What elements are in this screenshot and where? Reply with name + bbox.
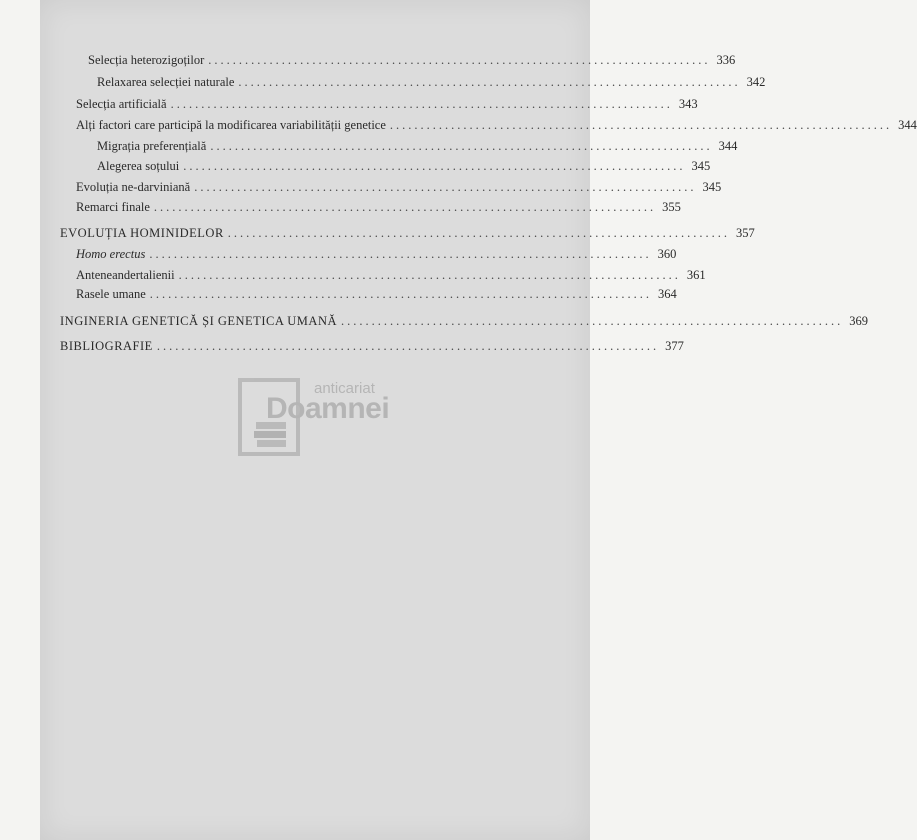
toc-leader-dots: ..................................................................................: [153, 200, 657, 214]
toc-entry-title: Homo erectus: [76, 247, 146, 261]
toc-entry-page: 360: [657, 247, 677, 261]
toc-leader-dots: ..................................................................................: [183, 159, 686, 173]
toc-entry-page: 345: [691, 159, 711, 173]
toc-entry-page: 369: [849, 314, 869, 328]
toc-entry: [76, 116, 917, 134]
toc-entry-page: 336: [716, 53, 736, 67]
toc-entry-page: 344: [898, 118, 917, 132]
toc-entry-title: Migrația preferențială: [97, 139, 207, 153]
toc-entry: [76, 266, 706, 284]
toc-entry-title: EVOLUȚIA HOMINIDELOR: [60, 226, 224, 240]
toc-leader-dots: ..................................................................................: [194, 180, 697, 194]
toc-leader-dots: ..................................................................................: [178, 268, 681, 282]
toc-entry-page: 361: [686, 268, 706, 282]
toc-entry-title: Remarci finale: [76, 200, 150, 214]
toc-chapter-entry: [60, 224, 755, 242]
toc-chapter-entry: [60, 337, 684, 355]
toc-leader-dots: ..................................................................................: [238, 75, 741, 89]
toc-leader-dots: ..................................................................................: [227, 226, 731, 240]
toc-leader-dots: ..................................................................................: [156, 339, 660, 353]
toc-entry-title: Selecția heterozigoților: [88, 53, 205, 67]
toc-entry-title: Rasele umane: [76, 287, 146, 301]
toc-entry: [76, 285, 677, 303]
toc-leader-dots: ..................................................................................: [149, 287, 653, 301]
watermark-logo: [238, 378, 498, 460]
toc-leader-dots: ..................................................................................: [170, 97, 673, 111]
toc-entry-page: 343: [678, 97, 698, 111]
toc-entry-title: Selecția artificială: [76, 97, 167, 111]
toc-entry-page: 364: [658, 287, 677, 301]
book-page: [40, 0, 917, 840]
toc-entry: [97, 157, 711, 175]
toc-entry-title: Evoluția ne-darviniană: [76, 180, 191, 194]
toc-leader-dots: ..................................................................................: [149, 247, 652, 261]
toc-entry-page: 345: [702, 180, 722, 194]
toc-entry: [76, 198, 681, 216]
toc-entry-page: 357: [736, 226, 755, 240]
toc-entry-page: 342: [746, 75, 766, 89]
toc-entry-page: 355: [662, 200, 681, 214]
toc-entry-title: Alți factori care participă la modificarea variabilității genetice: [76, 118, 386, 132]
watermark-main-text: Doamnei: [266, 392, 390, 425]
toc-entry: [76, 95, 698, 113]
toc-entry: [88, 51, 736, 69]
toc-leader-dots: ..................................................................................: [208, 53, 711, 67]
toc-leader-dots: ..................................................................................: [341, 314, 844, 328]
toc-entry-title: INGINERIA GENETICĂ ȘI GENETICA UMANĂ: [60, 314, 338, 328]
toc-entry: [76, 245, 677, 263]
toc-entry-title: BIBLIOGRAFIE: [60, 339, 153, 353]
toc-entry: [97, 137, 738, 155]
toc-entry-title: Alegerea soțului: [97, 159, 180, 173]
toc-entry-title: Anteneandertalienii: [76, 268, 175, 282]
toc-chapter-entry: [60, 312, 869, 330]
toc-entry-page: 377: [665, 339, 684, 353]
toc-entry-page: 344: [718, 139, 738, 153]
toc-leader-dots: ..................................................................................: [389, 118, 893, 132]
toc-entry: [97, 73, 766, 91]
toc-entry: [76, 178, 722, 196]
toc-leader-dots: ..................................................................................: [210, 139, 713, 153]
watermark-top-text: anticariat: [314, 380, 375, 397]
toc-entry-title: Relaxarea selecției naturale: [97, 75, 235, 89]
